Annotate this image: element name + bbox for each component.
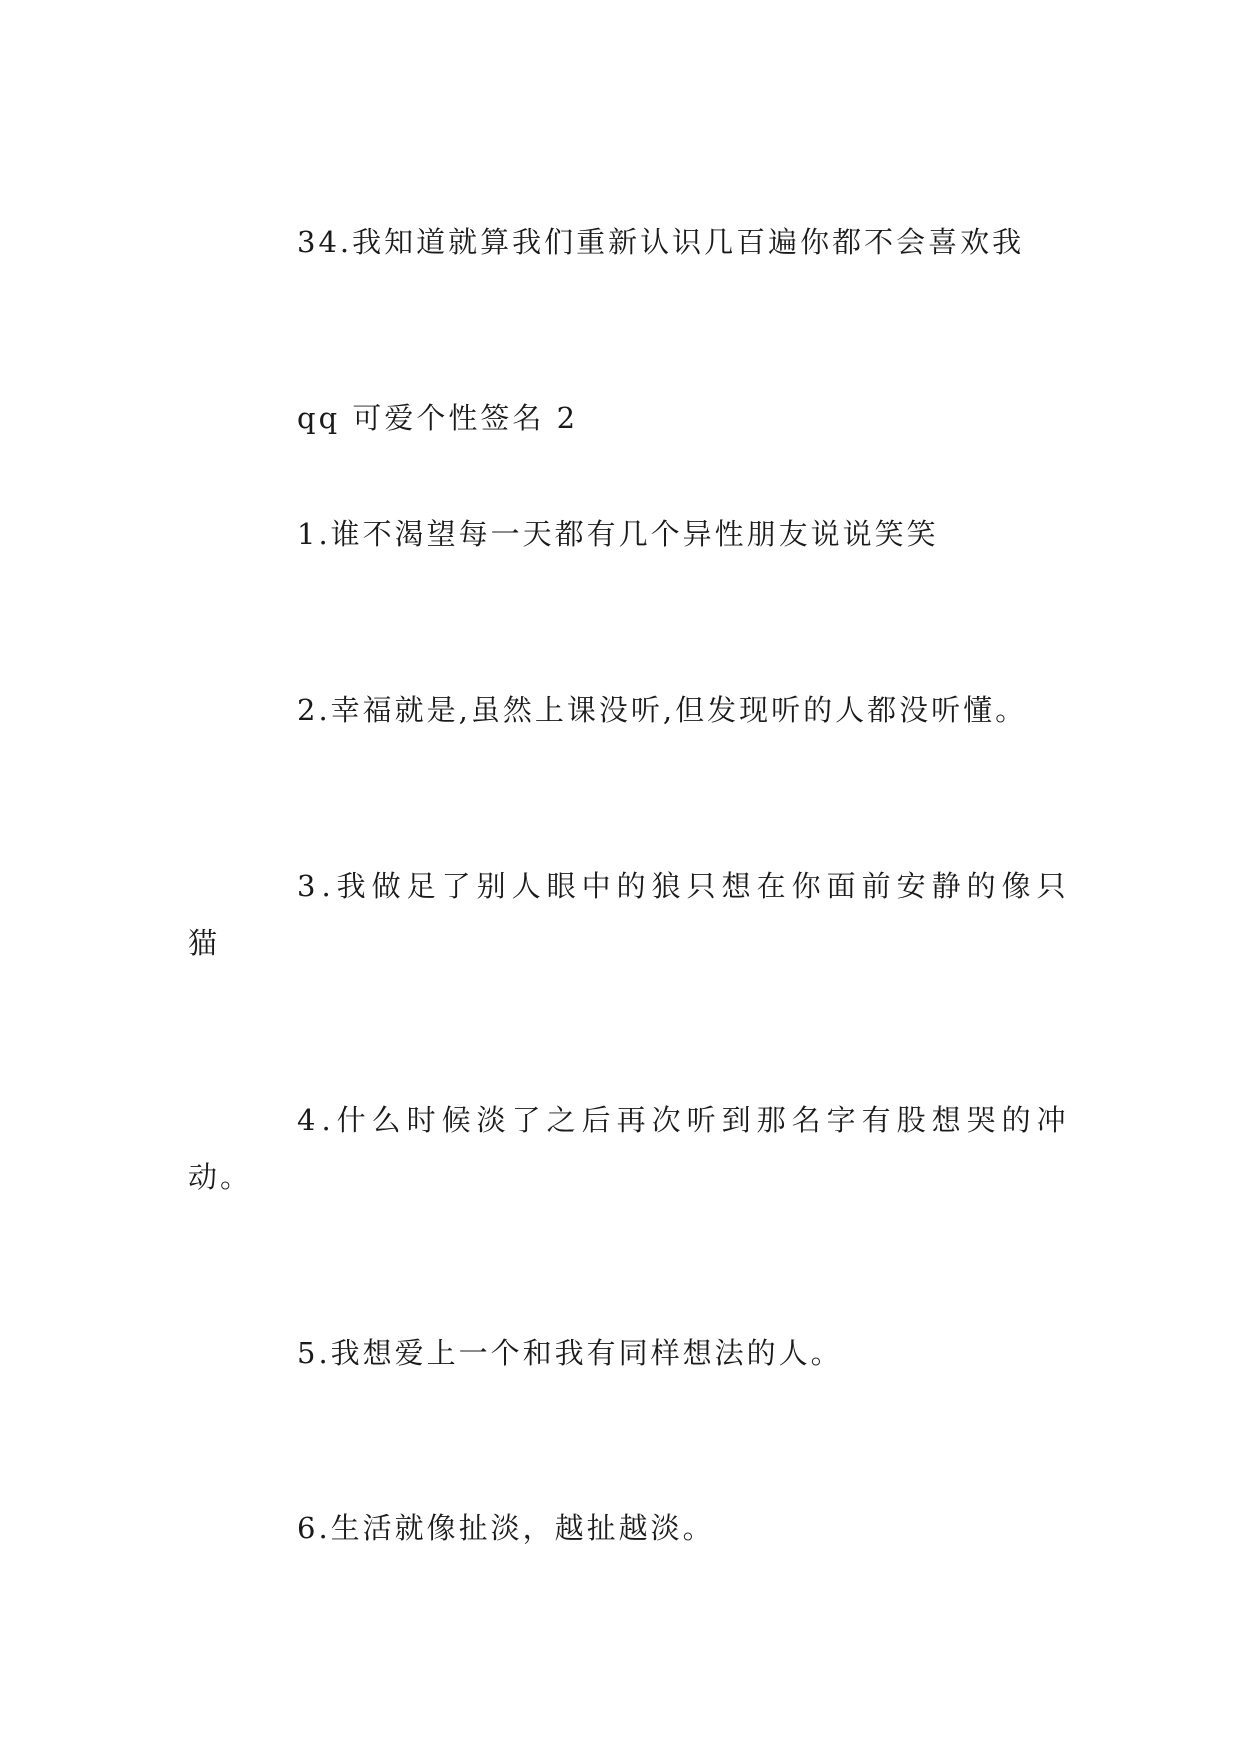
paragraph-continuation: 猫 [188, 926, 221, 960]
paragraph-line: 3.我做足了别人眼中的狼只想在你面前安静的像只 [297, 869, 1072, 903]
section-heading: qq 可爱个性签名 2 [297, 401, 579, 435]
paragraph-line: 2.幸福就是,虽然上课没听,但发现听的人都没听懂。 [297, 693, 1028, 727]
paragraph-line: 34.我知道就算我们重新认识几百遍你都不会喜欢我 [297, 225, 1025, 259]
paragraph-line: 5.我想爱上一个和我有同样想法的人。 [297, 1336, 843, 1370]
paragraph-line: 6.生活就像扯淡，越扯越淡。 [297, 1511, 715, 1545]
paragraph-line: 1.谁不渴望每一天都有几个异性朋友说说笑笑 [297, 517, 939, 551]
paragraph-continuation: 动。 [188, 1160, 253, 1194]
paragraph-line: 4.什么时候淡了之后再次听到那名字有股想哭的冲 [297, 1103, 1072, 1137]
